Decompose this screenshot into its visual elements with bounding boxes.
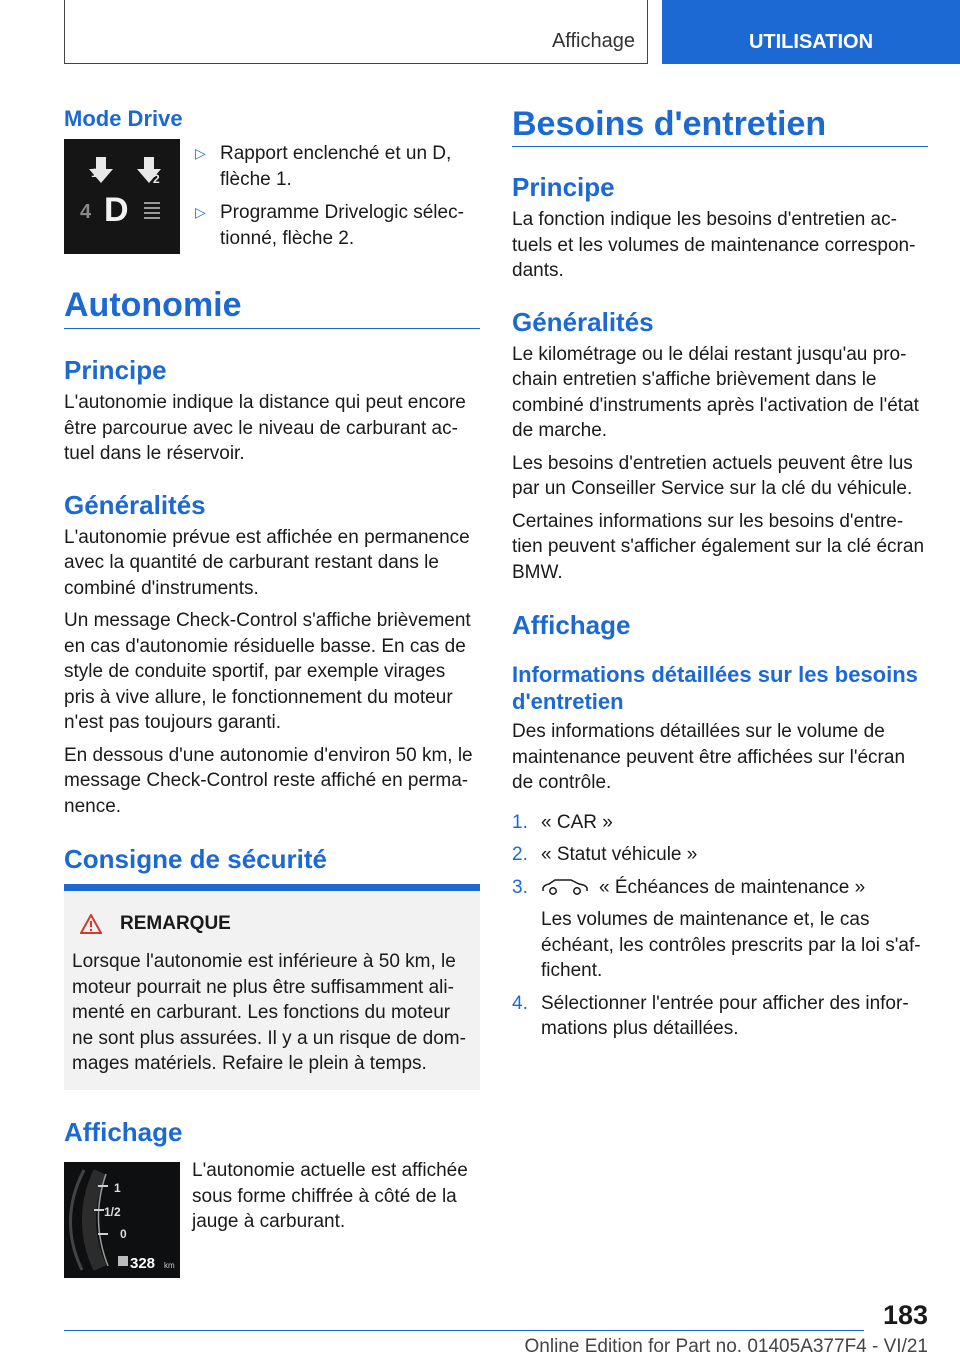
range-unit: km (164, 1261, 175, 1270)
mode-drive-list (192, 141, 480, 251)
generalites-paragraph: Un message Check-Control s'affiche brièvement en cas d'autonomie résiduelle basse. En cas de style de conduite sportif, par exemple virages pris à vive allure, le fonctionnement du moteur n'est pas toujours garanti. (64, 610, 471, 733)
details-text: Des informations détaillées sur le volume de maintenance peuvent être affichées sur l'écran de contrôle. (512, 721, 906, 793)
principe-heading: Principe (64, 355, 167, 385)
fuel-pump-icon (118, 1256, 128, 1266)
edition-note: Online Edition for Part no. 01405A377F4 - VI/21 (524, 1336, 928, 1357)
gear-letter: D (104, 191, 129, 229)
fuel-gauge-image (64, 1162, 180, 1278)
gauge-full-label: 1 (114, 1181, 121, 1195)
chapter-tab: UTILISATION (662, 0, 960, 64)
car-icon (541, 878, 589, 896)
gear-number: 4 (80, 201, 92, 223)
warning-triangle-icon (80, 914, 102, 934)
details-heading: Informations détaillées sur les besoins d'entretien (512, 662, 918, 714)
section-title: Affichage (551, 30, 635, 52)
arrow-1-label: 1 (91, 166, 98, 180)
list-item: 4. Sélectionner l'entrée pour afficher des infor-mations plus détaillées. (512, 992, 909, 1039)
warning-text: Lorsque l'autonomie est inférieure à 50 km, le moteur pourrait ne plus être suffisamment ali-menté en carburant. Les fonctions du moteur ne sont plus assurées. Il y a un risque de dom-mages matériels. Refaire le plein à temps. (72, 951, 466, 1074)
affichage-text: L'autonomie actuelle est affichée sous forme chiffrée à côté de la jauge à carburant. (192, 1160, 468, 1232)
generalites-paragraph: En dessous d'une autonomie d'environ 50 km, le message Check-Control reste affiché en perma-nence. (64, 744, 473, 817)
generalites-paragraph: Le kilométrage ou le délai restant jusqu'au pro-chain entretien s'affiche brièvement dans le combiné d'instruments après l'activation de l'état de marche. (512, 343, 919, 441)
warning-label: REMARQUE (120, 913, 231, 934)
footer-rule (64, 1330, 864, 1331)
securite-heading: Consigne de sécurité (64, 844, 327, 874)
list-item: ▷ Programme Drivelogic sélec-tionné, flèche 2. (195, 202, 464, 249)
autonomie-title: Autonomie (64, 286, 242, 324)
triangle-bullet-icon: ▷ (195, 204, 206, 220)
gauge-half-label: 1/2 (104, 1205, 121, 1219)
step-subtext: Les volumes de maintenance et, le cas échéant, les contrôles prescrits par la loi s'af-fichent. (541, 909, 921, 981)
page-number: 183 (882, 1300, 928, 1330)
header-frame (64, 0, 648, 64)
drive-mode-image (64, 139, 180, 254)
triangle-bullet-icon: ▷ (195, 145, 206, 161)
list-item: 1. « CAR » (512, 811, 613, 833)
range-value: 328 (130, 1255, 156, 1272)
list-item: ▷ Rapport enclenché et un D, flèche 1. (195, 143, 452, 190)
autonomie-title-rule (64, 328, 480, 329)
list-item: 3. « Échéances de maintenance » Les volumes de maintenance et, le cas échéant, les contrôles prescrits par la loi s'af-fichent. (512, 875, 930, 984)
generalites-paragraph: L'autonomie prévue est affichée en permanence avec la quantité de carburant restant dans le combiné d'instruments. (64, 526, 470, 599)
besoins-title-rule (512, 146, 928, 147)
affichage-heading: Affichage (64, 1117, 183, 1147)
generalites-heading: Généralités (64, 489, 206, 520)
warning-box (64, 884, 480, 1090)
generalites-paragraph: Certaines informations sur les besoins d'entre-tien peuvent s'afficher également sur la clé écran BMW. (512, 510, 925, 583)
mode-drive-heading: Mode Drive (64, 106, 183, 131)
gauge-empty-label: 0 (120, 1227, 127, 1241)
arrow-2-label: 2 (153, 172, 160, 186)
affichage-heading: Affichage (512, 610, 631, 640)
principe-heading: Principe (512, 172, 615, 202)
besoins-title: Besoins d'entretien (512, 105, 827, 143)
principe-text: La fonction indique les besoins d'entretien ac-tuels et les volumes de maintenance correspon-dants. (512, 209, 916, 281)
generalites-paragraph: Les besoins d'entretien actuels peuvent être lus par un Conseiller Service sur la clé du véhicule. (512, 452, 913, 499)
steps-list (512, 810, 930, 1042)
generalites-heading: Généralités (512, 306, 654, 337)
principe-text: L'autonomie indique la distance qui peut encore être parcourue avec le niveau de carburant ac-tuel dans le réservoir. (64, 392, 466, 464)
list-item: 2. « Statut véhicule » (512, 844, 698, 865)
